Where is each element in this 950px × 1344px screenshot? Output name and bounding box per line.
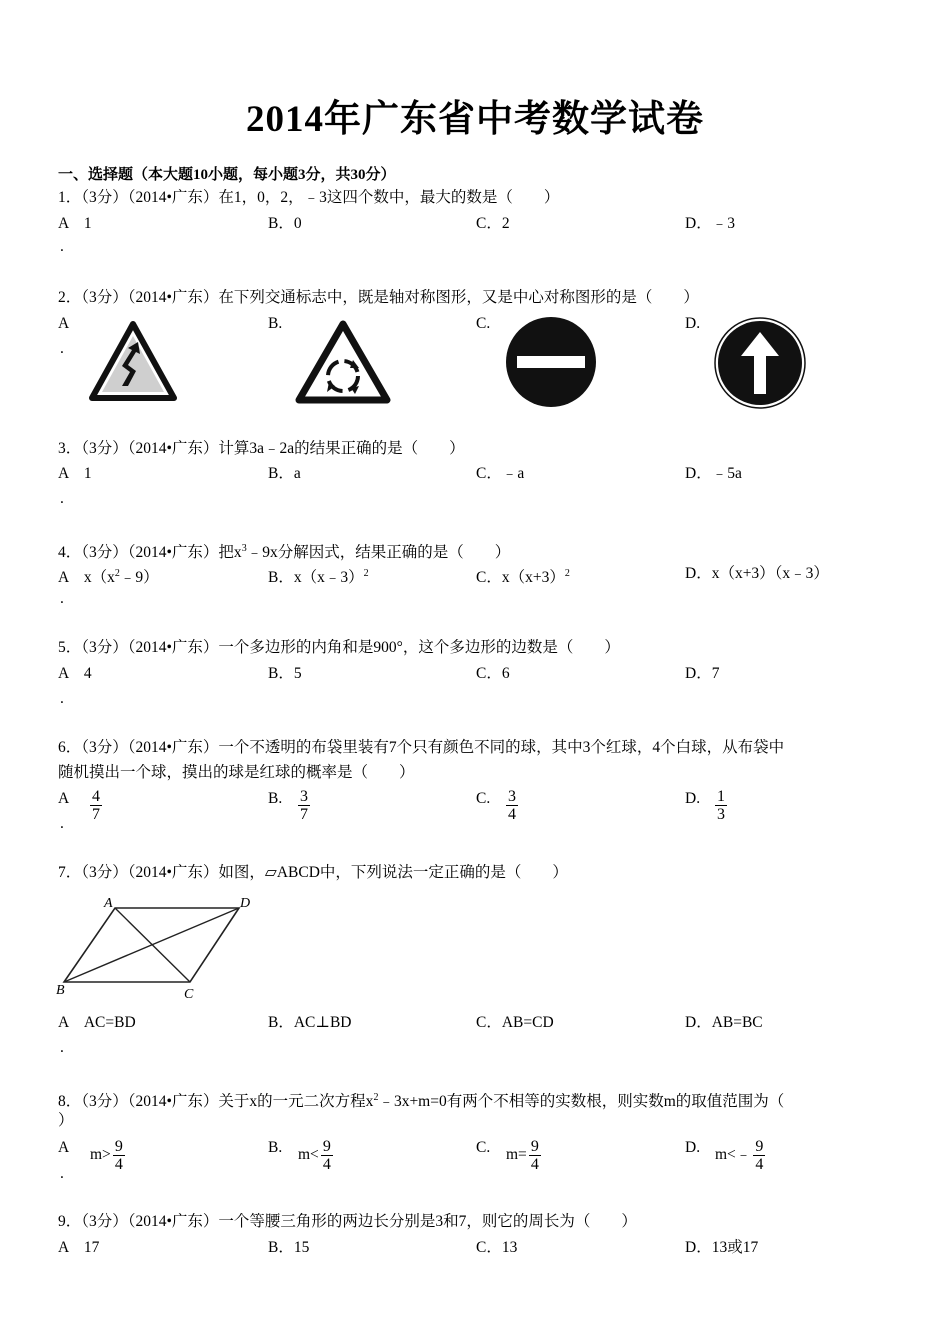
- option-dot: .: [60, 490, 64, 507]
- question-5-stem: 5．（3分）（2014•广东）一个多边形的内角和是900°，这个多边形的边数是（ ）: [58, 639, 620, 656]
- no-entry-sign-icon: [503, 316, 599, 408]
- question-1-stem: 1．（3分）（2014•广东）在1，0，2，﹣3这四个数中，最大的数是（ ）: [58, 189, 560, 206]
- q7-option-c: C．AB=CD: [476, 1014, 554, 1031]
- q8-option-c-expr: m= $\frac{9}{4}$: [506, 1138, 539, 1173]
- q8-option-a-label: A: [58, 1139, 70, 1156]
- q7-option-a: A AC=BD: [58, 1014, 136, 1031]
- q5-option-d: D．7: [685, 665, 720, 682]
- q5-option-a: A 4: [58, 665, 92, 682]
- q4-option-c: C．$x(x+3)^2$: [476, 568, 570, 587]
- q6-option-d-label: D.: [685, 790, 701, 807]
- q6-option-b-label: B.: [268, 790, 283, 807]
- question-3-stem: 3．（3分）（2014•广东）计算3a﹣2a的结果正确的是（ ）: [58, 440, 465, 457]
- q4-option-d: D．x（x+3）（x﹣3）: [685, 565, 829, 582]
- q2-option-c: C.: [476, 315, 491, 332]
- roundabout-warning-sign-icon: [295, 320, 391, 406]
- question-6-stem-line1: 6．（3分）（2014•广东）一个不透明的布袋里装有7个只有颜色不同的球，其中3个红球，4个白球，从布袋中: [58, 739, 785, 756]
- q6-option-a-fraction: $\frac{4}{7}$: [92, 788, 100, 823]
- q3-option-a: A 1: [58, 465, 92, 482]
- vertex-label-c: C: [184, 987, 194, 1002]
- q6-option-d-fraction: $\frac{1}{3}$: [717, 788, 725, 823]
- q6-option-c-label: C.: [476, 790, 491, 807]
- option-dot: .: [60, 340, 64, 357]
- q2-option-d: D.: [685, 315, 701, 332]
- q2-option-a: A: [58, 315, 70, 332]
- q9-option-d: D．13或17: [685, 1239, 759, 1256]
- vertex-label-a: A: [104, 896, 113, 911]
- q8-option-b-label: B.: [268, 1139, 283, 1156]
- vertex-label-d: D: [240, 896, 251, 911]
- q2-option-b: B.: [268, 315, 283, 332]
- option-dot: .: [60, 815, 64, 832]
- q7-option-b: B．AC⊥BD: [268, 1014, 352, 1031]
- double-bend-sign-icon: [88, 320, 178, 402]
- q8-option-d-label: D.: [685, 1139, 701, 1156]
- question-4-stem: 4．（3分）（2014•广东）把$x^3﹣9x$分解因式，结果正确的是（ ）: [58, 543, 511, 562]
- question-7-stem: 7．（3分）（2014•广东）如图，▱ABCD中，下列说法一定正确的是（ ）: [58, 864, 568, 881]
- option-dot: .: [60, 1039, 64, 1056]
- q1-option-d: D．﹣3: [685, 215, 735, 232]
- q9-option-c: C．13: [476, 1239, 518, 1256]
- q3-option-b: B．a: [268, 465, 301, 482]
- q1-option-a: A 1: [58, 215, 92, 232]
- q6-option-b-fraction: $\frac{3}{7}$: [300, 788, 308, 823]
- option-dot: .: [60, 690, 64, 707]
- q3-option-d: D．﹣5a: [685, 465, 742, 482]
- q5-option-c: C．6: [476, 665, 510, 682]
- q5-option-b: B．5: [268, 665, 302, 682]
- q9-option-a: A 17: [58, 1239, 100, 1256]
- q9-option-b: B．15: [268, 1239, 310, 1256]
- question-8-stem-line2: ）: [58, 1112, 74, 1129]
- question-9-stem: 9．（3分）（2014•广东）一个等腰三角形的两边长分别是3和7，则它的周长为（ ）: [58, 1213, 637, 1230]
- q8-option-a-expr: m> $\frac{9}{4}$: [90, 1138, 123, 1173]
- question-2-stem: 2．（3分）（2014•广东）在下列交通标志中，既是轴对称图形，又是中心对称图形的是（ ）: [58, 289, 699, 306]
- option-dot: .: [60, 1165, 64, 1182]
- q1-option-b: B．0: [268, 215, 302, 232]
- page-title: 2014年广东省中考数学试卷: [246, 99, 704, 140]
- q8-option-b-expr: m< $\frac{9}{4}$: [298, 1138, 331, 1173]
- q6-option-c-fraction: $\frac{3}{4}$: [508, 788, 516, 823]
- question-8-stem: 8．（3分）（2014•广东）关于x的一元二次方程$x^2﹣3x+m=0$有两个不相等的实数根，则实数m的取值范围为（: [58, 1092, 785, 1111]
- section-heading: 一、选择题（本大题10小题，每小题3分，共30分）: [58, 167, 396, 183]
- parallelogram-figure: [52, 890, 262, 1005]
- q7-option-d: D．AB=BC: [685, 1014, 763, 1031]
- q8-option-c-label: C.: [476, 1139, 491, 1156]
- q3-option-c: C．﹣a: [476, 465, 525, 482]
- straight-ahead-sign-icon: [713, 316, 807, 410]
- q4-option-a: A $x(x^2﹣9)$: [58, 568, 159, 587]
- question-6-stem-line2: 随机摸出一个球，摸出的球是红球的概率是（ ）: [58, 764, 415, 781]
- q6-option-a-label: A: [58, 790, 70, 807]
- option-dot: .: [60, 590, 64, 607]
- option-dot: .: [60, 238, 64, 255]
- q4-option-b: B．x（x﹣3）$^2$: [268, 568, 369, 587]
- q8-option-d-expr: m<﹣ $\frac{9}{4}$: [715, 1138, 764, 1173]
- q1-option-c: C．2: [476, 215, 510, 232]
- vertex-label-b: B: [56, 983, 65, 998]
